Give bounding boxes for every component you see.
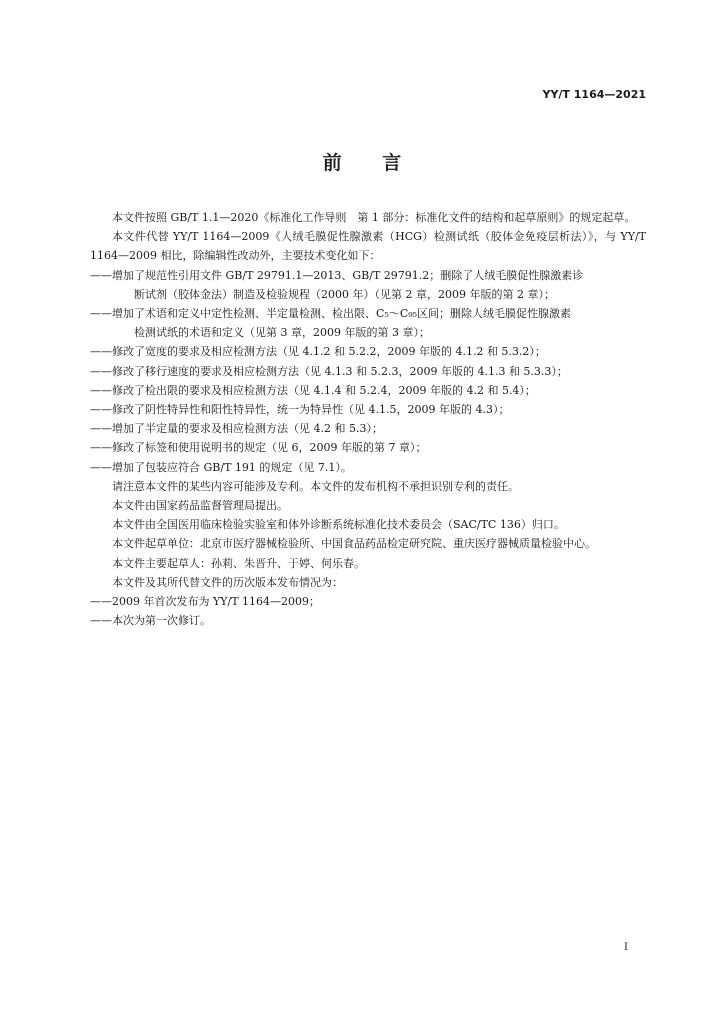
dash-mark: —— <box>90 595 112 609</box>
change-item <box>90 419 646 438</box>
change-item <box>90 266 646 285</box>
scope-paragraph: 本文件按照 GB/T 1.1—2020《标准化工作导则 第 1 部分：标准化文件的结构和起草原则》的规定起草。 <box>112 211 636 224</box>
proposer-statement: 本文件由国家药品监督管理局提出。 <box>112 499 288 513</box>
dash-mark: —— <box>90 383 112 397</box>
dash-mark: —— <box>90 364 112 378</box>
foreword-body <box>90 208 646 630</box>
change-item-continuation: 断试剂（胶体金法）制造及检验规程（2000 年）（见第 2 章，2009 年版的第 2 章）； <box>134 287 555 301</box>
change-item-text: 增加了术语和定义中定性检测、半定量检测、检出限、C₅～C₉₅区间；删除人绒毛膜促性腺激素 <box>112 307 572 321</box>
change-item <box>90 362 646 381</box>
change-item <box>90 304 646 323</box>
drafting-units: 本文件起草单位：北京市医疗器械检验所、中国食品药品检定研究院、重庆医疗器械质量检验中心。 <box>112 537 596 551</box>
committee-statement: 本文件由全国医用临床检验实验室和体外诊断系统标准化技术委员会（SAC/TC 136）归口。 <box>112 518 565 532</box>
change-item <box>90 458 646 477</box>
change-item-continuation: 检测试纸的术语和定义（见第 3 章，2009 年版的第 3 章）； <box>134 326 430 340</box>
dash-mark: —— <box>90 422 112 436</box>
change-item <box>90 438 646 457</box>
page-number: I <box>624 942 628 953</box>
change-item <box>90 342 646 361</box>
replacement-paragraph: 本文件代替 YY/T 1164—2009《人绒毛膜促性腺激素（HCG）检测试纸（胶体金免疫层析法）》，与 YY/T 1164—2009 相比，除编辑性改动外，主要技术变化如下： <box>90 230 646 263</box>
history-item <box>90 592 646 611</box>
history-item-text: 2009 年首次发布为 YY/T 1164—2009； <box>112 595 321 609</box>
page-title: 前 言 <box>322 152 402 174</box>
dash-mark: —— <box>90 460 112 474</box>
change-item-text: 修改了阴性特异性和阳性特异性，统一为特异性（见 4.1.5，2009 年版的 4.3）； <box>112 403 510 417</box>
change-item-text: 增加了半定量的要求及相应检测方法（见 4.2 和 5.3）； <box>112 422 383 436</box>
change-item-text: 增加了规范性引用文件 GB/T 29791.1—2013、GB/T 29791.2；删除了人绒毛膜促性腺激素诊 <box>112 268 584 282</box>
dash-mark: —— <box>90 307 112 321</box>
standard-code: YY/T 1164—2021 <box>542 88 646 101</box>
change-item-text: 修改了移行速度的要求及相应检测方法（见 4.1.3 和 5.2.3，2009 年版的 4.1.3 和 5.3.3）； <box>112 364 568 378</box>
history-item-text: 本次为第一次修订。 <box>112 614 211 628</box>
dash-mark: —— <box>90 441 112 455</box>
change-item-text: 修改了检出限的要求及相应检测方法（见 4.1.4 和 5.2.4，2009 年版的 4.2 和 5.4）； <box>112 383 536 397</box>
dash-mark: —— <box>90 268 112 282</box>
drafters: 本文件主要起草人：孙莉、朱晋升、于婷、何乐春。 <box>112 556 365 570</box>
dash-mark: —— <box>90 614 112 628</box>
change-item-text: 增加了包装应符合 GB/T 191 的规定（见 7.1）。 <box>112 460 352 474</box>
change-item <box>90 381 646 400</box>
history-intro: 本文件及其所代替文件的历次版本发布情况为： <box>112 575 343 589</box>
change-item-text: 修改了标签和使用说明书的规定（见 6，2009 年版的第 7 章）； <box>112 441 427 455</box>
change-item <box>90 400 646 419</box>
dash-mark: —— <box>90 345 112 359</box>
history-item <box>90 611 646 630</box>
change-item-text: 修改了宽度的要求及相应检测方法（见 4.1.2 和 5.2.2，2009 年版的 4.1.2 和 5.3.2）； <box>112 345 546 359</box>
patent-notice: 请注意本文件的某些内容可能涉及专利。本文件的发布机构不承担识别专利的责任。 <box>112 479 519 493</box>
dash-mark: —— <box>90 403 112 417</box>
